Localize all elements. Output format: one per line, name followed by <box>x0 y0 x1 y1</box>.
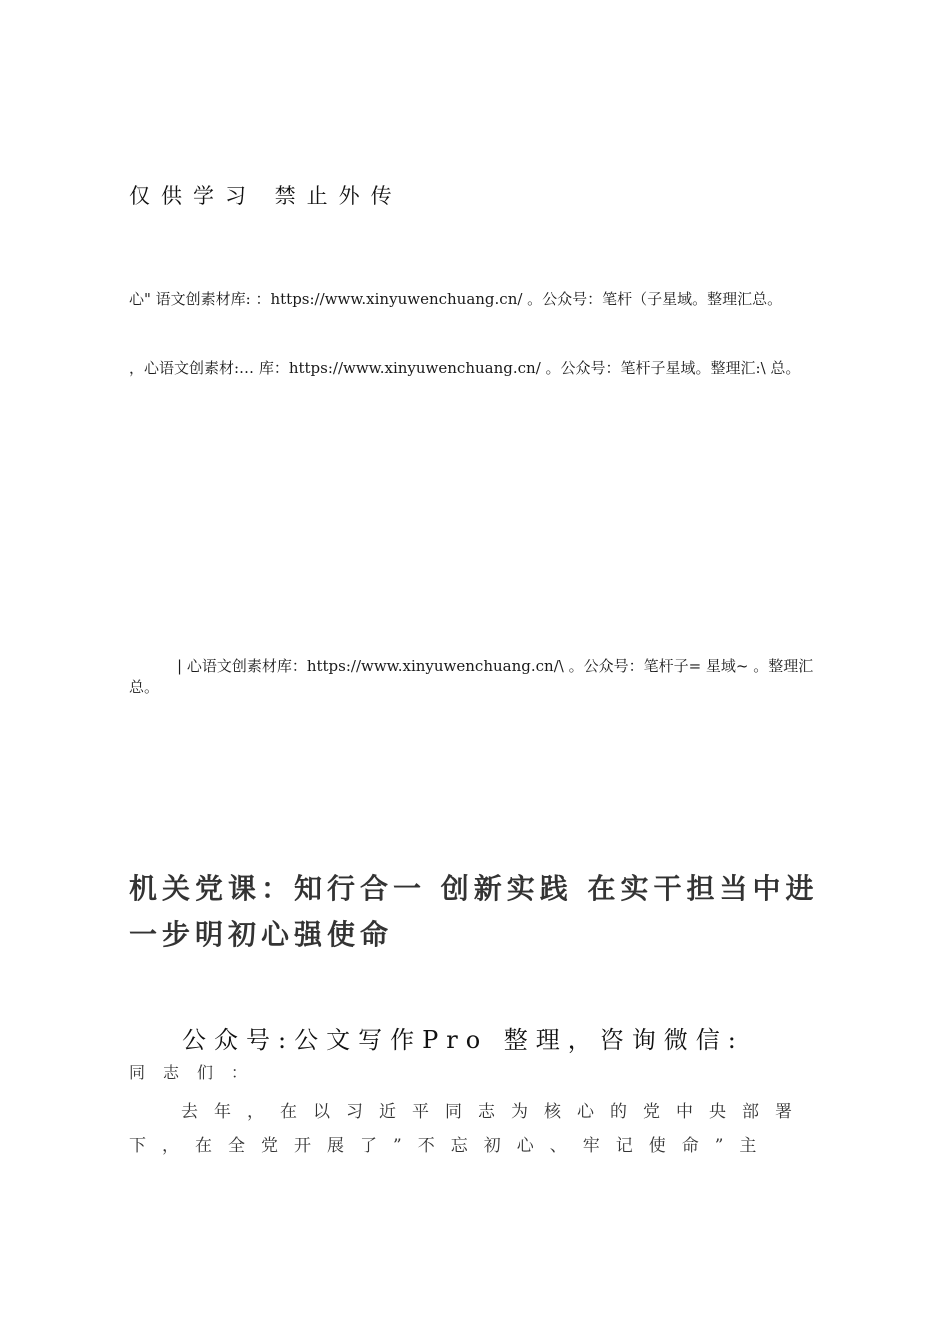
body-paragraph: 去年，在以习近平同志为核心的党中央部署下，在全党开展了”不忘初心、牢记使命”主 <box>129 1102 808 1156</box>
copyright-notice: 仅供学习 禁止外传 <box>129 184 403 208</box>
source-line-3: | 心语文创素材库：https://www.xinyuwenchuang.cn/\ 。公众号：笔杆子= 星域~ 。整理汇总。 <box>129 657 814 696</box>
article-subtitle: 公众号:公文写作Pro 整理，咨询微信: <box>182 1026 744 1054</box>
source-line-2: ，心语文创素材:… 库：https://www.xinyuwenchuang.cn/ 。公众号：笔杆子星域。整理汇:\ 总。 <box>129 359 801 377</box>
source-line-1: 心" 语文创素材库: ：https://www.xinyuwenchuang.cn/ 。公众号：笔杆（子星域。整理汇总。 <box>129 290 783 308</box>
article-title: 机关党课：知行合一 创新实践 在实干担当中进一步明初心强使命 <box>129 872 819 951</box>
greeting: 同志们： <box>129 1063 266 1082</box>
